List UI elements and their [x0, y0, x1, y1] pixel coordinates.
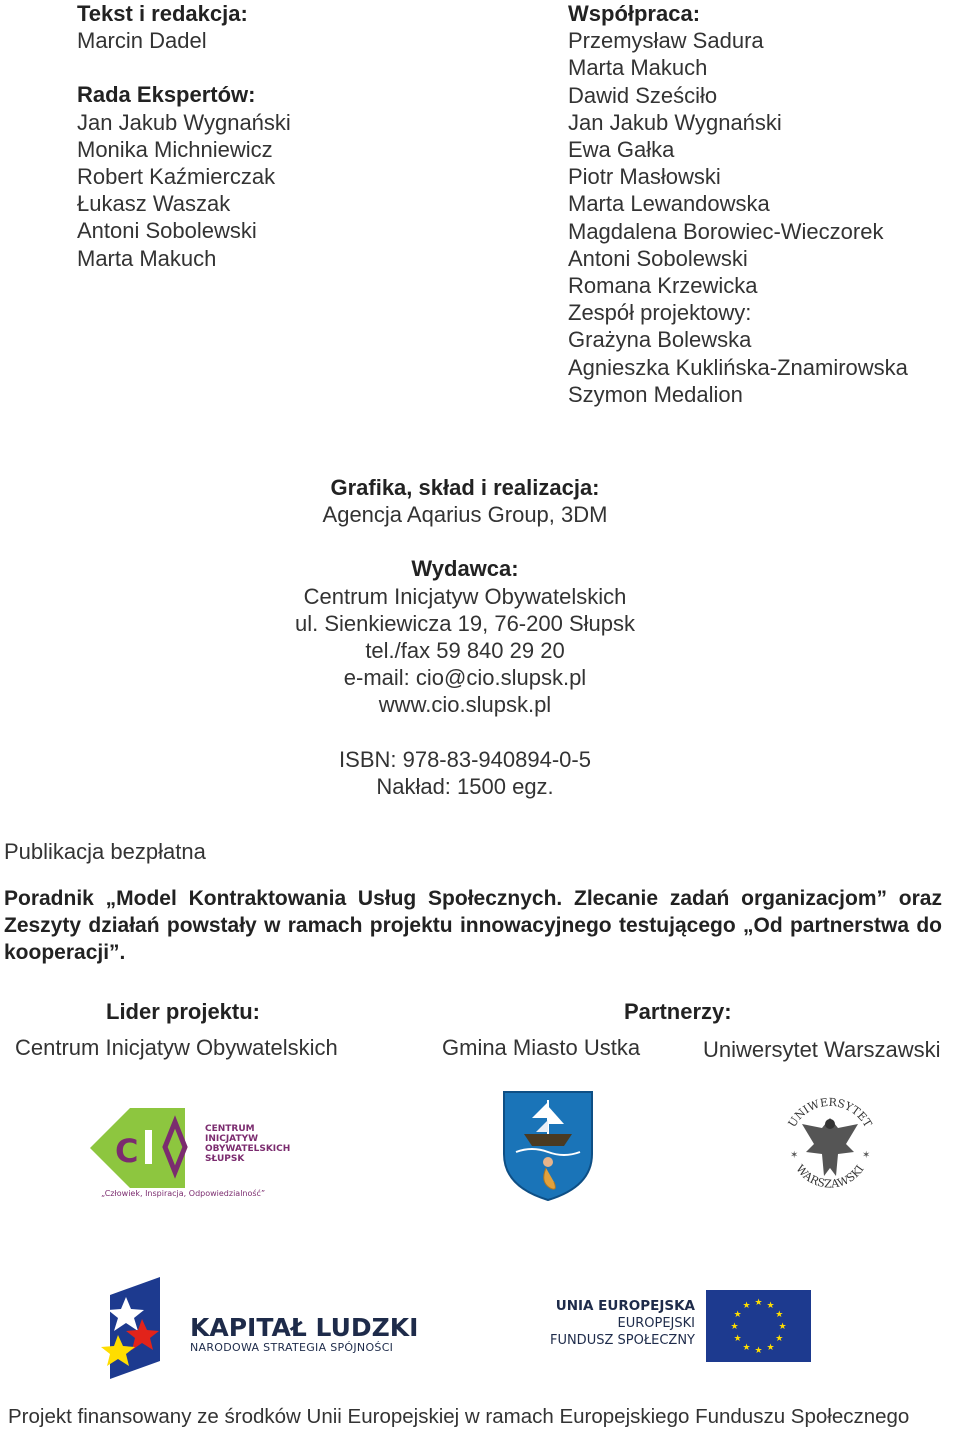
svg-text:✶: ✶ [790, 1150, 799, 1161]
eu-line: UNIA EUROPEJSKA [555, 1298, 695, 1314]
eu-flag [706, 1290, 811, 1362]
expert-name: Monika Michniewicz [77, 136, 273, 162]
cooperation-name: Romana Krzewicka [568, 273, 758, 299]
spacer [180, 528, 750, 555]
publisher-line: www.cio.slupsk.pl [378, 692, 552, 718]
eu-star-icon: ★ [766, 1301, 775, 1312]
eu-line: EUROPEJSKI [617, 1316, 695, 1331]
cooperation-name: Piotr Masłowski [568, 164, 721, 190]
kl-subtitle: NARODOWA STRATEGIA SPÓJNOŚCI [190, 1341, 394, 1354]
cio-line: INICJATYW [205, 1134, 259, 1144]
right-column [568, 0, 908, 408]
cooperation-name: Przemysław Sadura [568, 28, 764, 54]
kapital-ludzki-stars-icon [98, 1275, 178, 1385]
expert-name: Jan Jakub Wygnański [77, 109, 291, 135]
uw-top-text: UNIWERSYTET [785, 1095, 875, 1130]
experts-heading: Rada Ekspertów: [77, 82, 256, 108]
cooperation-name: Zespół projektowy: [568, 300, 752, 326]
cooperation-heading: Współpraca: [568, 1, 701, 26]
uw-emblem [780, 1088, 880, 1208]
cio-line: CENTRUM [205, 1124, 255, 1134]
graphics-value: Agencja Aqarius Group, 3DM [322, 502, 608, 528]
eu-star-icon: ★ [766, 1342, 775, 1353]
leader-heading: Lider projektu: [106, 999, 261, 1024]
cooperation-name: Grażyna Bolewska [568, 327, 752, 353]
spacer [77, 54, 291, 81]
publisher-line: ul. Sienkiewicza 19, 76-200 Słupsk [295, 610, 635, 636]
cio-tagline: „Człowiek, Inspiracja, Odpowiedzialność” [101, 1189, 266, 1198]
partners-heading: Partnerzy: [624, 999, 732, 1024]
left-column [77, 0, 291, 272]
cooperation-name: Magdalena Borowiec-Wieczorek [568, 218, 884, 244]
expert-name: Łukasz Waszak [77, 191, 231, 217]
ustka-crest-icon [502, 1090, 594, 1202]
cio-line: SŁUPSK [205, 1154, 245, 1164]
publisher-line: Centrum Inicjatyw Obywatelskich [303, 583, 627, 609]
eu-flag-icon [706, 1290, 811, 1362]
publisher-heading: Wydawca: [411, 556, 519, 582]
cooperation-name: Marta Makuch [568, 55, 708, 81]
eu-star-icon: ★ [730, 1322, 739, 1332]
cio-line: OBYWATELSKICH [205, 1144, 291, 1154]
text-author: Marcin Dadel [77, 28, 207, 54]
eu-star-icon: ★ [754, 1346, 763, 1356]
text-heading: Tekst i redakcja: [77, 1, 248, 26]
project-paragraph: Poradnik „Model Kontraktowania Usług Społecznych. Zlecanie zadań organizacjom” oraz Zeszyty działań powstały w ramach projektu innowacyjnego testującego „Od partnerstwa do kooperacji”. [4, 887, 942, 964]
kl-title: KAPITAŁ LUDZKI [190, 1313, 419, 1342]
eu-star-icon: ★ [733, 1334, 742, 1344]
expert-name: Antoni Sobolewski [77, 218, 257, 244]
eu-star-icon: ★ [775, 1334, 784, 1344]
cio-logo [85, 1100, 291, 1205]
svg-text:C: C [115, 1132, 139, 1170]
cooperation-name: Jan Jakub Wygnański [568, 109, 782, 135]
svg-text:✶: ✶ [862, 1150, 871, 1161]
publisher-line: tel./fax 59 840 29 20 [365, 638, 565, 664]
cooperation-name: Agnieszka Kuklińska-Znamirowska [568, 354, 908, 380]
cooperation-name: Marta Lewandowska [568, 191, 770, 217]
partner-ustka: Gmina Miasto Ustka [442, 1035, 641, 1060]
eu-star-icon: ★ [733, 1310, 742, 1320]
partner-uw: Uniwersytet Warszawski [703, 1037, 941, 1062]
eu-star-icon: ★ [754, 1298, 763, 1308]
cooperation-name: Dawid Sześciło [568, 82, 718, 108]
center-block [180, 474, 750, 800]
footer: Projekt finansowany ze środków Unii Europejskiej w ramach Europejskiego Funduszu Społecznego [8, 1405, 910, 1428]
expert-name: Marta Makuch [77, 245, 217, 271]
eu-star-icon: ★ [775, 1310, 784, 1320]
graphics-heading: Grafika, skład i realizacja: [330, 475, 600, 500]
eu-star-icon: ★ [742, 1342, 751, 1353]
cooperation-name: Ewa Gałka [568, 137, 675, 163]
cooperation-name: Szymon Medalion [568, 381, 743, 407]
print-run: Nakład: 1500 egz. [376, 773, 554, 799]
kapital-ludzki-logo [98, 1275, 428, 1385]
eu-line: FUNDUSZ SPOŁECZNY [549, 1333, 695, 1348]
ustka-coat-of-arms [502, 1090, 594, 1202]
cooperation-name: Antoni Sobolewski [568, 245, 748, 271]
eu-star-icon: ★ [742, 1301, 751, 1312]
free-note: Publikacja bezpłatna [4, 839, 206, 864]
eu-text [540, 1298, 695, 1348]
expert-name: Robert Kaźmierczak [77, 164, 276, 190]
uw-bottom-text: WARSZAWSKI [793, 1162, 867, 1191]
isbn: ISBN: 978-83-940894-0-5 [339, 746, 591, 772]
uw-eagle-icon [780, 1088, 880, 1208]
spacer [180, 719, 750, 746]
eu-star-icon: ★ [778, 1322, 787, 1332]
leader-name: Centrum Inicjatyw Obywatelskich [15, 1035, 338, 1060]
publisher-line: e-mail: cio@cio.slupsk.pl [343, 665, 587, 691]
